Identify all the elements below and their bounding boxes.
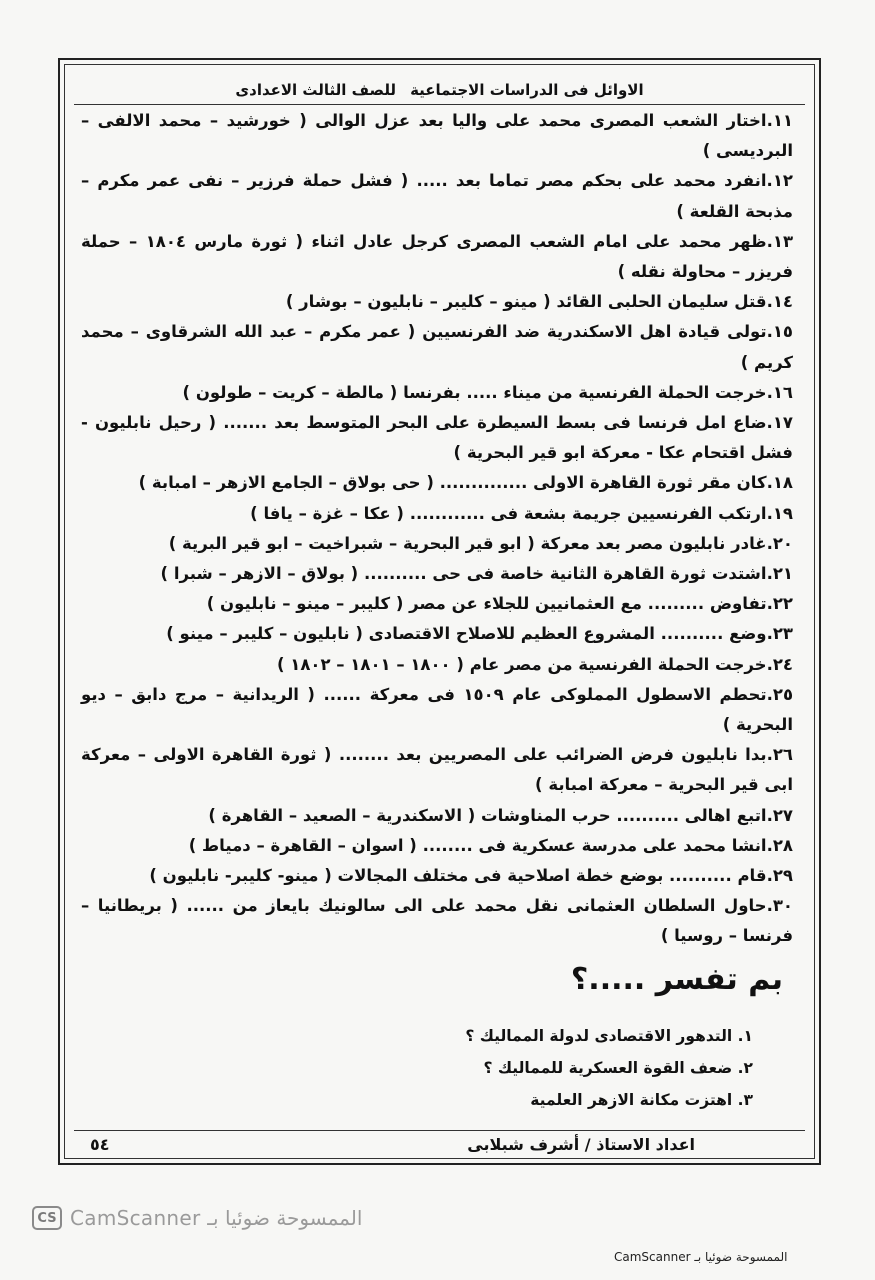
- question-item: [81, 861, 793, 891]
- question-choices: ( الريدانية – مرج دابق – ديو البحرية ): [81, 684, 793, 735]
- question-choices: ( الاسكندرية – الصعيد – القاهرة ): [208, 805, 476, 825]
- question-text: ظهر محمد على امام الشعب المصرى كرجل عادل اثناء: [311, 231, 767, 251]
- explain-text: التدهور الاقتصادى لدولة المماليك ؟: [465, 1027, 733, 1045]
- question-number: ٢٧.: [766, 805, 793, 825]
- question-text: خرجت الحملة الفرنسية من مصر عام: [469, 654, 767, 674]
- question-item: [81, 227, 793, 287]
- question-number: ١١.: [766, 111, 793, 130]
- question-choices: ( عكا – غزة – يافا ): [250, 503, 404, 523]
- question-choices: ( خورشيد – محمد الالفى – البرديسى ): [81, 111, 793, 161]
- footer-author: اعداد الاستاذ / أشرف شبلابى: [467, 1135, 695, 1154]
- question-choices: ( اسوان – القاهرة – دمياط ): [188, 835, 417, 855]
- question-choices: ( فشل حملة فرزير – نفى عمر مكرم – مذبحة القلعة ): [81, 171, 793, 221]
- explain-number: ٢.: [737, 1059, 753, 1077]
- question-text: تفاوض ......... مع العثمانيين للجلاء عن مصر: [409, 594, 767, 614]
- question-number: ٢٣.: [766, 624, 793, 644]
- question-number: ٢٠.: [766, 533, 793, 553]
- bottom-caption: الممسوحة ضوئيا بـ CamScanner: [614, 1250, 788, 1264]
- question-number: ٢٥.: [766, 684, 794, 704]
- explain-text: اهتزت مكانة الازهر العلمية: [530, 1091, 733, 1109]
- question-text: انفرد محمد على بحكم مصر تماما بعد .....: [416, 171, 767, 191]
- question-list: [81, 106, 793, 952]
- question-item: [81, 801, 793, 831]
- question-choices: ( حى بولاق – الجامع الازهر – امبابة ): [138, 473, 434, 493]
- question-item: [81, 106, 793, 166]
- question-item: [81, 891, 793, 951]
- question-choices: ( ثورة مارس ١٨٠٤ – حملة فريزر – محاولة نقله ): [81, 231, 793, 282]
- question-number: ٢١.: [766, 564, 793, 584]
- question-item: [81, 317, 793, 377]
- question-choices: ( عمر مكرم – عبد الله الشرقاوى – محمد كريم ): [81, 322, 793, 372]
- question-item: [81, 529, 793, 559]
- question-item: [81, 831, 793, 861]
- question-choices: ( كليبر – مينو – نابليون ): [206, 594, 404, 614]
- question-item: [81, 287, 793, 317]
- question-choices: ( بولاق – الازهر – شبرا ): [160, 564, 359, 584]
- question-number: ٢٤.: [766, 654, 793, 674]
- question-text: كان مقر ثورة القاهرة الاولى ..............: [439, 473, 767, 493]
- question-item: [81, 408, 793, 468]
- explain-item: [193, 1084, 753, 1116]
- question-item: [81, 499, 793, 529]
- question-choices: ( بريطانيا – فرنسا – روسيا ): [81, 896, 793, 946]
- camscanner-logo-icon: CS: [32, 1206, 62, 1230]
- question-item: [81, 619, 793, 649]
- page-header: [74, 78, 805, 105]
- question-number: ٢٦.: [766, 745, 793, 765]
- question-choices: ( مينو – كليبر – نابليون – بوشار ): [285, 292, 551, 312]
- header-title-part2: للصف الثالث الاعدادى: [235, 81, 397, 99]
- question-text: اختار الشعب المصرى محمد على واليا بعد عزل الوالى: [315, 111, 767, 130]
- question-choices: ( ثورة القاهرة الاولى – معركة ابى قير البحرية – معركة امبابة ): [81, 745, 793, 795]
- question-item: [81, 559, 793, 589]
- question-item: [81, 378, 793, 408]
- question-text: قتل سليمان الحلبى القائد: [556, 292, 767, 312]
- question-choices: ( ١٨٠٠ – ١٨٠١ – ١٨٠٢ ): [276, 654, 464, 674]
- page-number: ٥٤: [90, 1135, 110, 1154]
- question-number: ٣٠.: [766, 896, 793, 916]
- explain-item: [193, 1052, 753, 1084]
- question-number: ١٩.: [766, 503, 793, 523]
- question-choices: ( مالطة – كريت – طولون ): [182, 382, 398, 402]
- watermark-text: CamScanner الممسوحة ضوئيا بـ: [70, 1206, 363, 1230]
- question-text: غادر نابليون مصر بعد معركة: [540, 533, 767, 553]
- question-text: قام .......... بوضع خطة اصلاحية فى مختلف المجالات: [337, 866, 767, 886]
- question-text: خرجت الحملة الفرنسية من ميناء ..... بفرنسا: [403, 382, 767, 402]
- question-number: ١٦.: [766, 382, 793, 402]
- explain-number: ١.: [737, 1027, 753, 1045]
- question-item: [81, 650, 793, 680]
- explain-number: ٣.: [737, 1091, 753, 1109]
- question-text: تحطم الاسطول المملوكى عام ١٥٠٩ فى معركة ......: [323, 684, 767, 704]
- question-text: بدا نابليون فرض الضرائب على المصريين بعد ........: [338, 745, 767, 765]
- question-item: [81, 468, 793, 498]
- question-text: اشتدت ثورة القاهرة الثانية خاصة فى حى ..........: [363, 564, 767, 584]
- question-text: اتبع اهالى .......... حرب المناوشات: [481, 805, 767, 825]
- question-number: ٢٨.: [766, 835, 793, 855]
- question-number: ١٧.: [766, 413, 793, 433]
- question-choices: ( مينو- كليبر- نابليون ): [149, 866, 332, 886]
- question-choices: ( رحيل نابليون - فشل اقتحام عكا - معركة ابو قير البحرية ): [81, 413, 793, 463]
- question-number: ٢٩.: [766, 866, 793, 886]
- question-text: حاول السلطان العثمانى نقل محمد على الى سالونيك بايعاز من ......: [186, 896, 767, 916]
- question-text: انشا محمد على مدرسة عسكرية فى ........: [422, 835, 767, 855]
- camscanner-watermark: [32, 1202, 362, 1234]
- explain-item: [193, 1020, 753, 1052]
- question-item: [81, 589, 793, 619]
- explain-list: [193, 1020, 753, 1116]
- question-number: ٢٢.: [766, 594, 793, 614]
- page-footer: [74, 1130, 805, 1157]
- question-text: ضاع امل فرنسا فى بسط السيطرة على البحر المتوسط بعد .......: [223, 413, 767, 433]
- question-number: ١٨.: [766, 473, 793, 493]
- question-number: ١٣.: [766, 231, 794, 251]
- question-choices: ( ابو قير البحرية – شبراخيت – ابو قير البرية ): [168, 533, 535, 553]
- question-number: ١٢.: [766, 171, 793, 191]
- question-item: [81, 740, 793, 800]
- header-title-part1: الاوائل فى الدراسات الاجتماعية: [410, 81, 644, 99]
- question-number: ١٤.: [766, 292, 793, 312]
- question-item: [81, 166, 793, 226]
- question-text: ارتكب الفرنسيين جريمة بشعة فى ............: [409, 503, 767, 523]
- question-text: وضع .......... المشروع العظيم للاصلاح الاقتصادى: [368, 624, 767, 644]
- explain-text: ضعف القوة العسكرية للمماليك ؟: [483, 1059, 733, 1077]
- question-text: تولى قيادة اهل الاسكندرية ضد الفرنسيين: [422, 322, 767, 342]
- section-title-explain: بم تفسر .....؟: [570, 962, 783, 997]
- question-number: ١٥.: [766, 322, 793, 342]
- question-item: [81, 680, 793, 740]
- question-choices: ( نابليون – كليبر – مينو ): [166, 624, 363, 644]
